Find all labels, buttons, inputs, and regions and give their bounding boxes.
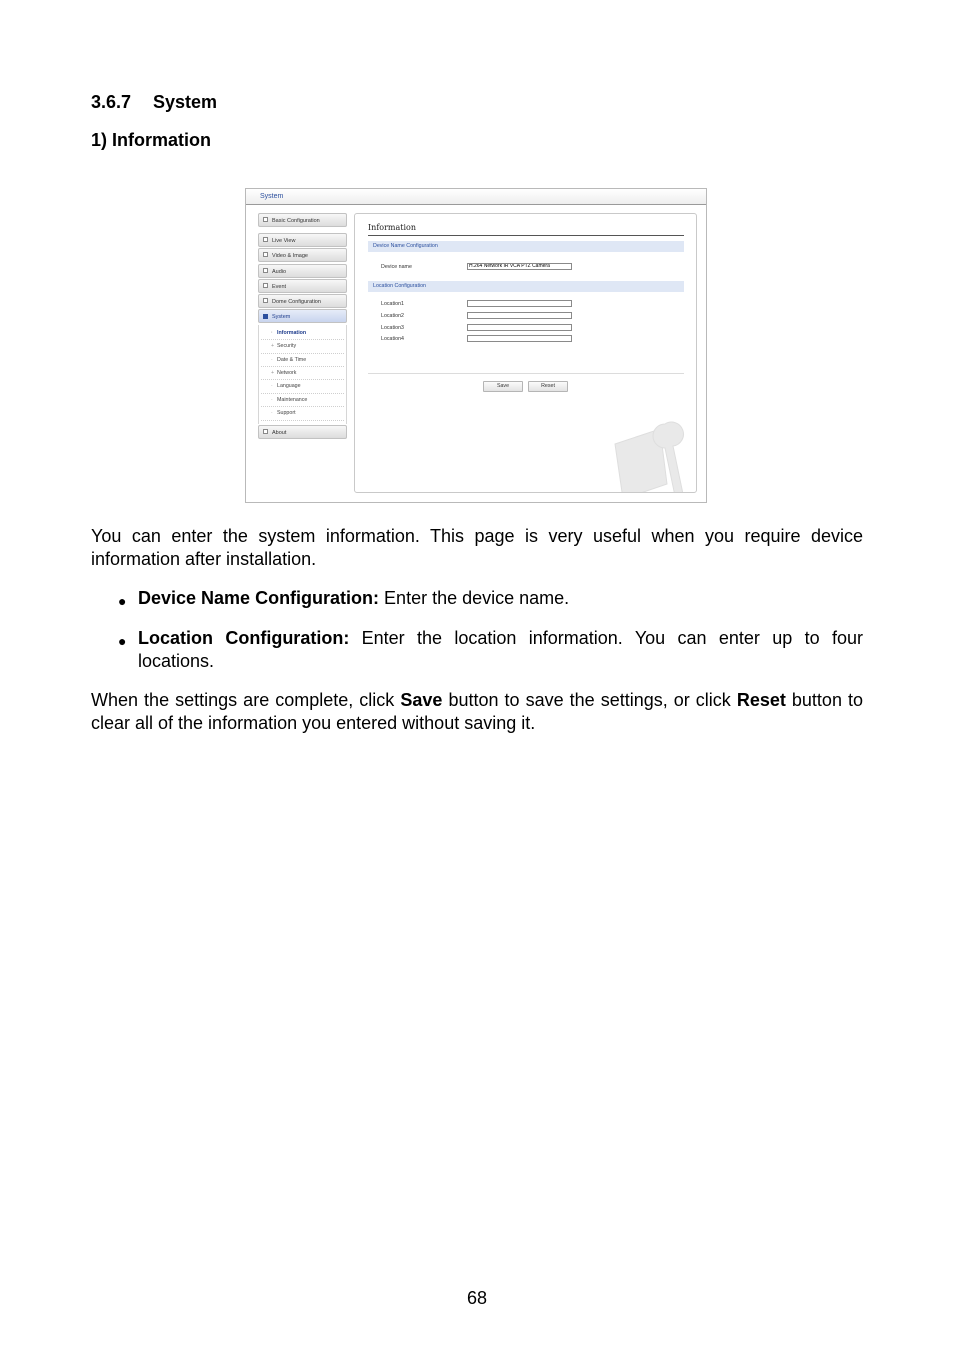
submenu-security[interactable] <box>261 340 344 353</box>
submenu-network[interactable] <box>261 367 344 380</box>
submenu-label: Support <box>277 410 296 417</box>
menu-label: Live View <box>272 238 296 244</box>
tools-watermark-icon <box>605 414 697 493</box>
bullet-term: Device Name Configuration: <box>138 588 380 608</box>
expand-icon <box>263 283 268 288</box>
location4-input[interactable] <box>467 335 572 342</box>
config-menu <box>258 213 347 440</box>
location4-label: Location4 <box>381 336 404 342</box>
menu-label: Basic Configuration <box>272 218 320 224</box>
system-information-screenshot <box>245 188 707 503</box>
section-heading <box>91 92 217 113</box>
expand-icon <box>263 429 268 434</box>
submenu-label: Maintenance <box>277 396 308 403</box>
device-name-label: Device name <box>381 264 412 270</box>
subsection-heading: 1) Information <box>91 130 211 150</box>
section-title: System <box>153 92 218 112</box>
expand-icon <box>263 268 268 273</box>
menu-label: Dome Configuration <box>272 299 321 306</box>
reset-button[interactable]: Reset <box>528 381 568 392</box>
panel-divider <box>368 373 684 374</box>
page-number: 68 <box>466 1288 488 1308</box>
submenu-maintenance[interactable] <box>261 394 344 407</box>
expand-icon <box>263 252 268 257</box>
menu-label: Audio <box>272 268 287 275</box>
submenu-label: Language <box>277 383 301 390</box>
section-number: 3.6.7 <box>91 92 132 112</box>
tree-line-icon: · <box>271 410 273 417</box>
menu-audio[interactable] <box>258 264 347 278</box>
submenu-label: Network <box>277 369 297 376</box>
menu-dome-configuration[interactable] <box>258 294 347 308</box>
device-name-group-header: Device Name Configuration <box>368 241 684 252</box>
expand-icon <box>263 237 268 242</box>
location-group-header: Location Configuration <box>368 281 684 292</box>
location2-label: Location2 <box>381 313 404 319</box>
panel-title: Information <box>368 223 417 232</box>
bullet-term: Location Configuration: <box>138 628 350 648</box>
closing-paragraph <box>91 689 863 735</box>
tree-line-icon: · <box>271 396 273 403</box>
intro-paragraph: You can enter the system information. This page is very useful when you require device information after installation. <box>91 526 863 569</box>
submenu-date-time[interactable] <box>261 354 344 367</box>
menu-label: System <box>272 314 291 321</box>
menu-about[interactable] <box>258 425 347 439</box>
title-divider <box>368 235 684 236</box>
submenu-language[interactable] <box>261 380 344 393</box>
location1-input[interactable] <box>467 300 572 307</box>
menu-label: Video & Image <box>272 253 308 260</box>
bullet-device-name <box>138 587 863 610</box>
submenu-label: Date & Time <box>277 356 307 363</box>
device-name-input[interactable]: H.264 Network IR VCA PTZ Camera <box>467 263 572 270</box>
collapse-icon <box>263 314 268 319</box>
submenu-information[interactable] <box>261 327 344 340</box>
submenu-label: Information <box>277 329 307 336</box>
closing-text: button to save the settings, or click <box>442 690 737 710</box>
expand-icon: + <box>271 369 275 376</box>
menu-label: Event <box>272 283 287 290</box>
window-title: System <box>246 189 706 205</box>
expand-icon: + <box>271 343 275 350</box>
location2-input[interactable] <box>467 312 572 319</box>
submenu-support[interactable] <box>261 407 344 420</box>
menu-video-image[interactable] <box>258 248 347 262</box>
menu-event[interactable] <box>258 279 347 293</box>
closing-reset-term: Reset <box>736 690 786 710</box>
bullet-description: Enter the device name. <box>379 588 570 608</box>
system-submenu <box>258 325 347 424</box>
menu-live-view[interactable] <box>258 233 347 247</box>
bullet-icon: ● <box>118 633 127 649</box>
closing-save-term: Save <box>400 690 443 710</box>
tree-line-icon: · <box>271 383 273 390</box>
save-button[interactable]: Save <box>483 381 523 392</box>
expand-icon <box>263 298 268 303</box>
location3-label: Location3 <box>381 325 404 331</box>
menu-system[interactable] <box>258 309 347 323</box>
bullet-location <box>138 627 863 673</box>
menu-basic-configuration[interactable] <box>258 213 347 227</box>
closing-text: button to clear all of the information you entered without saving it. <box>91 690 864 733</box>
bullet-icon: ● <box>118 593 127 609</box>
location1-label: Location1 <box>381 301 404 307</box>
menu-label: About <box>272 429 287 436</box>
location3-input[interactable] <box>467 324 572 331</box>
information-panel <box>354 213 697 493</box>
bullet-description: Enter the location information. You can enter up to four locations. <box>138 628 863 671</box>
closing-text: When the settings are complete, click <box>91 690 401 710</box>
submenu-label: Security <box>277 343 297 350</box>
expand-icon <box>263 217 268 222</box>
tree-line-icon: · <box>271 329 273 336</box>
tree-line-icon: · <box>271 356 273 363</box>
